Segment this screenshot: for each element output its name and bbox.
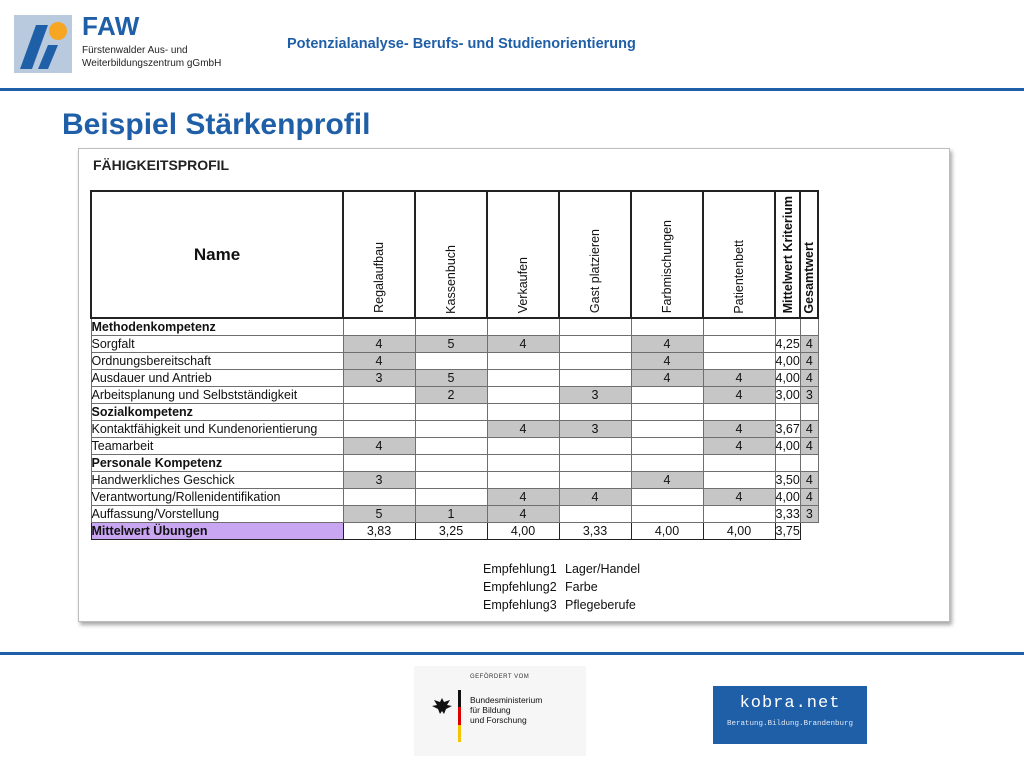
- section-row: [91, 318, 818, 336]
- table-row: [91, 506, 818, 523]
- average-cell: 3,33: [559, 523, 631, 540]
- profile-title: FÄHIGKEITSPROFIL: [93, 157, 230, 173]
- kobra-logo: [713, 686, 867, 744]
- header: [0, 0, 1024, 88]
- score-cell: [415, 353, 487, 370]
- empty-cell: [631, 404, 703, 421]
- column-header: [487, 191, 559, 318]
- score-cell: [343, 387, 415, 404]
- mean-criterion-header-label: Mittelwert Kriterium: [780, 196, 795, 314]
- mean-criterion-cell: 3,50: [775, 473, 800, 488]
- recommendation-key: Empfehlung3: [483, 598, 557, 612]
- row-label: Kontaktfähigkeit und Kundenorientierung: [91, 421, 343, 438]
- score-cell: 5: [415, 336, 487, 353]
- faw-logo-icon: [14, 15, 72, 73]
- empty-cell: [703, 404, 775, 421]
- empty-cell: [703, 455, 775, 472]
- mean-criterion-cell: 4,00: [775, 439, 800, 454]
- mean-criterion-cell: 3,00: [775, 388, 800, 403]
- average-cell: 3,83: [343, 523, 415, 540]
- recommendation-item: [483, 560, 640, 578]
- empty-cell: [487, 318, 559, 336]
- total-value-cell: 4: [800, 353, 818, 370]
- mean-criterion-cell: 3,33: [775, 507, 800, 522]
- score-cell: 4: [703, 387, 775, 404]
- total-value-cell: 4: [800, 489, 818, 506]
- empty-cell: [415, 455, 487, 472]
- score-cell: 4: [343, 353, 415, 370]
- score-cell: [343, 489, 415, 506]
- column-header-label: Farbmischungen: [660, 220, 674, 314]
- column-header: [559, 191, 631, 318]
- row-label: Handwerkliches Geschick: [91, 472, 343, 489]
- bmbf-logo: [414, 666, 586, 756]
- empty-cell: [800, 318, 818, 336]
- recommendation-item: [483, 596, 640, 614]
- empty-cell: [343, 404, 415, 421]
- average-row: [91, 523, 818, 540]
- score-cell: 4: [487, 421, 559, 438]
- empty-cell: [631, 318, 703, 336]
- score-cell: 5: [343, 506, 415, 523]
- score-cell: [559, 472, 631, 489]
- total-value-cell: 4: [800, 438, 818, 455]
- score-cell: 4: [487, 489, 559, 506]
- table-header-row: [91, 191, 818, 318]
- profile-panel: [78, 148, 950, 622]
- total-value-cell: 3: [800, 387, 818, 404]
- average-cell: 3,25: [415, 523, 487, 540]
- empty-cell: [775, 404, 800, 421]
- kobra-subtitle: Beratung.Bildung.Brandenburg: [726, 720, 854, 728]
- score-cell: [559, 336, 631, 353]
- recommendation-value: Pflegeberufe: [565, 598, 636, 612]
- score-cell: [631, 421, 703, 438]
- score-cell: 4: [703, 370, 775, 387]
- score-cell: [487, 353, 559, 370]
- total-value-cell: 4: [800, 421, 818, 438]
- kobra-title: kobra.net: [739, 694, 841, 713]
- row-label: Ausdauer und Antrieb: [91, 370, 343, 387]
- table-row: [91, 421, 818, 438]
- recommendation-value: Farbe: [565, 580, 598, 594]
- score-cell: [487, 438, 559, 455]
- recommendation-key: Empfehlung2: [483, 580, 557, 594]
- score-cell: [559, 370, 631, 387]
- empty-cell: [415, 404, 487, 421]
- score-cell: 4: [343, 336, 415, 353]
- table-row: [91, 438, 818, 455]
- footer-divider: [0, 652, 1024, 655]
- score-cell: 4: [487, 506, 559, 523]
- score-cell: [415, 489, 487, 506]
- bmbf-line1: Bundesministerium: [470, 695, 543, 705]
- header-divider: [0, 88, 1024, 91]
- average-mean-cell: 3,75: [775, 524, 800, 539]
- score-cell: [559, 353, 631, 370]
- empty-cell: [487, 455, 559, 472]
- score-cell: [559, 438, 631, 455]
- name-column-header: Name: [91, 191, 343, 318]
- bmbf-line3: und Forschung: [470, 715, 527, 725]
- logo-text: [82, 12, 221, 70]
- row-label: Arbeitsplanung und Selbstständigkeit: [91, 387, 343, 404]
- score-cell: [487, 472, 559, 489]
- empty-cell: [775, 455, 800, 472]
- empty-cell: [631, 455, 703, 472]
- mean-criterion-cell: 4,25: [775, 337, 800, 352]
- score-cell: 5: [415, 370, 487, 387]
- empty-cell: [800, 455, 818, 472]
- score-cell: 4: [631, 370, 703, 387]
- table-row: [91, 489, 818, 506]
- empty-cell: [559, 455, 631, 472]
- recommendation-key: Empfehlung1: [483, 562, 557, 576]
- score-cell: [631, 387, 703, 404]
- score-cell: 4: [703, 489, 775, 506]
- column-header-label: Gast platzieren: [588, 229, 602, 314]
- mean-criterion-cell: 4,00: [775, 490, 800, 505]
- score-cell: [487, 387, 559, 404]
- score-cell: [343, 421, 415, 438]
- logo-subtitle-line2: Weiterbildungszentrum gGmbH: [82, 58, 222, 69]
- score-cell: 3: [343, 370, 415, 387]
- score-cell: 4: [703, 421, 775, 438]
- table-row: [91, 336, 818, 353]
- recommendation-value: Lager/Handel: [565, 562, 641, 576]
- score-cell: 4: [703, 438, 775, 455]
- score-cell: 3: [559, 387, 631, 404]
- recommendation-item: [483, 578, 640, 596]
- mean-criterion-cell: 4,00: [775, 354, 800, 369]
- row-label: Verantwortung/Rollenidentifikation: [91, 489, 343, 506]
- score-cell: 3: [343, 472, 415, 489]
- score-cell: 4: [487, 336, 559, 353]
- section-row: [91, 404, 818, 421]
- average-cell: 4,00: [703, 523, 775, 540]
- total-value-cell: 3: [800, 506, 818, 523]
- score-cell: [487, 370, 559, 387]
- score-cell: [631, 506, 703, 523]
- average-label: Mittelwert Übungen: [91, 523, 343, 540]
- empty-cell: [800, 523, 818, 540]
- score-cell: 4: [631, 336, 703, 353]
- empty-cell: [415, 318, 487, 336]
- score-cell: 4: [343, 438, 415, 455]
- average-cell: 4,00: [631, 523, 703, 540]
- empty-cell: [559, 404, 631, 421]
- score-cell: 4: [559, 489, 631, 506]
- column-header-label: Patientenbett: [732, 239, 746, 314]
- column-header: [631, 191, 703, 318]
- score-cell: 2: [415, 387, 487, 404]
- empty-cell: [343, 318, 415, 336]
- profile-table: [90, 190, 819, 540]
- score-cell: [703, 353, 775, 370]
- score-cell: [559, 506, 631, 523]
- score-cell: [631, 489, 703, 506]
- header-subtitle: Potenzialanalyse- Berufs- und Studienorientierung: [287, 36, 636, 52]
- table-row: [91, 353, 818, 370]
- total-value-cell: 4: [800, 336, 818, 353]
- section-label: Personale Kompetenz: [91, 455, 343, 472]
- row-label: Auffassung/Vorstellung: [91, 506, 343, 523]
- recommendations: [483, 560, 640, 614]
- score-cell: [703, 336, 775, 353]
- empty-cell: [800, 404, 818, 421]
- bmbf-name: [470, 695, 542, 725]
- score-cell: [415, 421, 487, 438]
- mean-criterion-header: [775, 191, 800, 318]
- row-label: Teamarbeit: [91, 438, 343, 455]
- bmbf-funded-label: GEFÖRDERT VOM: [470, 674, 530, 680]
- score-cell: [703, 506, 775, 523]
- average-cell: 4,00: [487, 523, 559, 540]
- column-header: [703, 191, 775, 318]
- empty-cell: [559, 318, 631, 336]
- column-header-label: Kassenbuch: [444, 244, 458, 314]
- logo-subtitle-line1: Fürstenwalder Aus- und: [82, 45, 188, 56]
- column-header: [343, 191, 415, 318]
- section-row: [91, 455, 818, 472]
- row-label: Sorgfalt: [91, 336, 343, 353]
- section-label: Methodenkompetenz: [91, 318, 343, 336]
- total-value-header: [800, 191, 818, 318]
- score-cell: [703, 472, 775, 489]
- column-header: [415, 191, 487, 318]
- section-label: Sozialkompetenz: [91, 404, 343, 421]
- mean-criterion-cell: 4,00: [775, 371, 800, 386]
- logo-title: FAW: [82, 11, 140, 41]
- column-header-label: Regalaufbau: [372, 242, 386, 314]
- table-row: [91, 370, 818, 387]
- total-value-cell: 4: [800, 472, 818, 489]
- score-cell: [415, 438, 487, 455]
- page-title: Beispiel Stärkenprofil: [62, 108, 371, 141]
- bmbf-line2: für Bildung: [470, 705, 511, 715]
- empty-cell: [775, 318, 800, 336]
- empty-cell: [343, 455, 415, 472]
- row-label: Ordnungsbereitschaft: [91, 353, 343, 370]
- total-value-header-label: Gesamtwert: [802, 241, 817, 314]
- empty-cell: [487, 404, 559, 421]
- score-cell: 3: [559, 421, 631, 438]
- total-value-cell: 4: [800, 370, 818, 387]
- score-cell: 1: [415, 506, 487, 523]
- score-cell: [415, 472, 487, 489]
- score-cell: 4: [631, 353, 703, 370]
- score-cell: 4: [631, 472, 703, 489]
- table-row: [91, 387, 818, 404]
- score-cell: [631, 438, 703, 455]
- column-header-label: Verkaufen: [516, 257, 530, 314]
- mean-criterion-cell: 3,67: [775, 422, 800, 437]
- german-flag-icon: [458, 690, 461, 742]
- table-row: [91, 472, 818, 489]
- empty-cell: [703, 318, 775, 336]
- eagle-icon: [430, 696, 454, 716]
